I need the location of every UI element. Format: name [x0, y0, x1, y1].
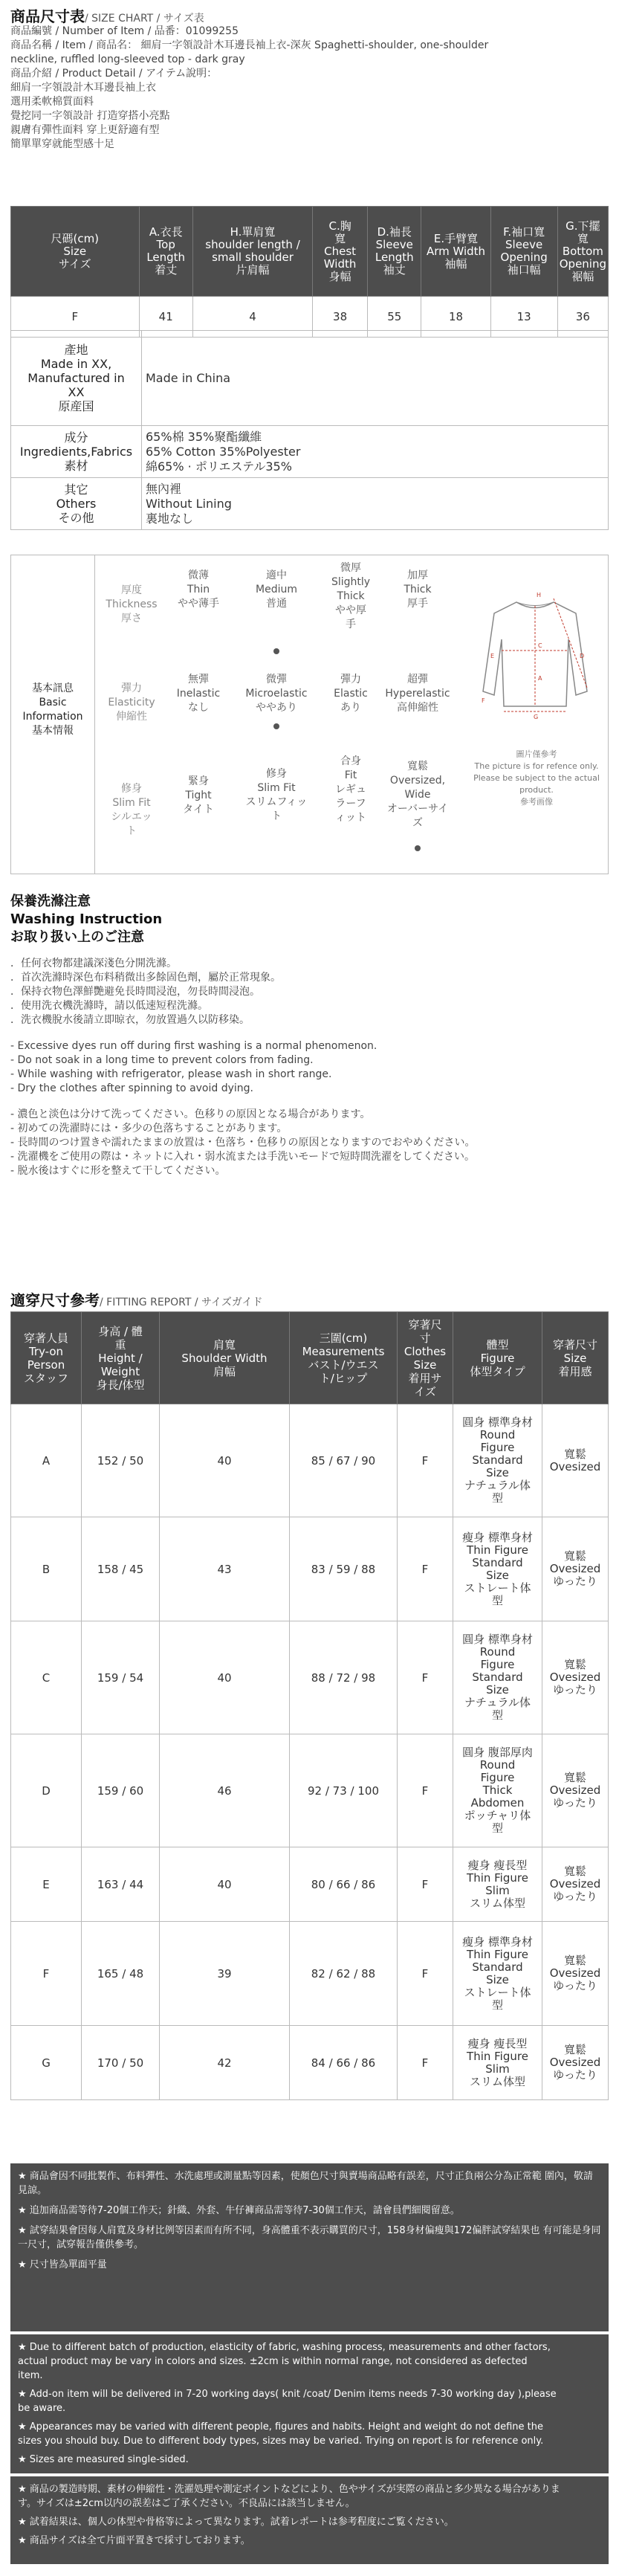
basic-info-panel [10, 555, 609, 874]
height-weight-cell: 152 / 50 [82, 1404, 160, 1517]
note-line: item. [18, 2370, 43, 2381]
washing-instructions [10, 893, 609, 1287]
fitting-heading [10, 1288, 262, 1310]
fit-size-header: 穿著尺寸 Size 着用感 [542, 1312, 609, 1404]
size-chart-heading [10, 4, 204, 26]
ingredients-row [11, 426, 609, 478]
measurements-cell: 84 / 66 / 86 [290, 2026, 398, 2100]
shoulder-cell: 40 [160, 1621, 290, 1734]
washing-title-ja: お取り扱い上のご注意 [10, 929, 144, 945]
note-line: sizes you should buy. Due to different body types, sizes may be varied. Trying on report is for reference only. [18, 2435, 544, 2447]
washing-ja: - 洗濯機をご使用の際は・ネットに入れ・弱水流または手洗いモードで短時間洗濯をしてください。 [10, 1151, 475, 1163]
washing-zh: ．首次洗滌時深色布料稍微出多餘固色劑，屬於正常現象。 [10, 972, 281, 984]
figure-cell: 圓身 腹部厚肉 Round Figure Thick Abdomen ポッチャリ体 型 [453, 1734, 542, 1847]
size-chart-header-row [11, 207, 609, 297]
washing-en: - While washing with refrigerator, please wash in short range. [10, 1068, 332, 1080]
info-line: 親膚有彈性面料 穿上更舒適有型 [10, 124, 160, 136]
shoulder-cell: 46 [160, 1734, 290, 1847]
caption-line: 圖片僅參考 [516, 749, 557, 759]
person-cell: C [11, 1621, 82, 1734]
size-cell: F [11, 297, 140, 338]
fitting-row [11, 1517, 609, 1621]
measurements-cell: 85 / 67 / 90 [290, 1404, 398, 1517]
fitting-title-sub: / FITTING REPORT / サイズガイド [100, 1297, 263, 1308]
elasticity-option: 無彈 Inelastic なし [176, 674, 221, 714]
fitting-title: 適穿尺寸參考 [10, 1291, 100, 1309]
svg-text:G: G [534, 714, 539, 720]
person-cell: B [11, 1517, 82, 1621]
top-length-header: A.衣長 Top Length 着丈 [139, 207, 192, 297]
fit-option: 緊身 Tight タイト [183, 775, 214, 816]
origin-row [11, 331, 609, 426]
other-zh: 無內裡 [146, 481, 182, 496]
thickness-option: 微厚 Slightly Thick やや厚 手 [331, 562, 371, 630]
thickness-selected-dot [273, 648, 279, 654]
shoulder-cell: 43 [160, 1517, 290, 1621]
fitting-row [11, 1734, 609, 1847]
washing-en: - Dry the clothes after spinning to avoid dying. [10, 1082, 253, 1094]
figure-header: 體型 Figure 体型タイプ [453, 1312, 542, 1404]
note-line: ★ 商品サイズは全て片面平置きで採寸しております。 [18, 2535, 250, 2546]
washing-ja: - 脱水後はすぐに形を整えて干してください。 [10, 1165, 226, 1177]
svg-text:F: F [482, 697, 485, 704]
clothes-size-header: 穿著尺 寸 Clothes Size 着用サ イズ [398, 1312, 453, 1404]
ingredients-ja: 綿65% · ポリエステル35% [146, 459, 292, 474]
fit-cell: 寬鬆 Ovesized ゆったり [542, 1517, 609, 1621]
size-cell: F [398, 1621, 453, 1734]
washing-title-zh: 保養洗滌注意 [10, 894, 91, 909]
shoulder-header: H.單肩寬 shoulder length / small shoulder 片肩幅 [192, 207, 312, 297]
fitting-row [11, 1621, 609, 1734]
note-line: ★ 試着結果は、個人の体型や骨格等によって異なります。試着レポートは参考程度にご覧ください。 [18, 2517, 454, 2528]
note-line: ★ 試穿結果會因每人肩寬及身材比例等因素而有所不同，身高體重不表示購買的尺寸，158身材偏瘦與172偏胖試穿結果也 有可能是身同一尺寸，試穿報告僅供參考。 [18, 2225, 601, 2250]
fit-option: 修身 Slim Fit スリムフィッ ト [245, 768, 308, 822]
shoulder-cell: 42 [160, 2026, 290, 2100]
bottom-opening-header: G.下擺 寬 Bottom Opening 裾幅 [557, 207, 608, 297]
caption-line: Please be subject to the actual [473, 773, 600, 783]
basic-info-label: 基本訊息 Basic Information 基本情報 [22, 682, 83, 737]
info-line: 簡單單穿就能型感十足 [10, 138, 114, 150]
measurements-cell: 80 / 66 / 86 [290, 1847, 398, 1922]
svg-text:A: A [538, 675, 542, 682]
figure-cell: 瘦身 瘦長型 Thin Figure Slim スリム体型 [453, 2026, 542, 2100]
fit-option: 寬鬆 Oversized, Wide オーバーサイ ズ [386, 761, 449, 829]
arm-width-header: E.手臂寬 Arm Width 袖幅 [421, 207, 490, 297]
measurements-cell: 88 / 72 / 98 [290, 1621, 398, 1734]
size-cell: F [398, 1922, 453, 2026]
height-weight-cell: 163 / 44 [82, 1847, 160, 1922]
notes-zh [10, 2163, 609, 2331]
size-chart-title: 商品尺寸表 [10, 7, 85, 25]
measurements-cell: 92 / 73 / 100 [290, 1734, 398, 1847]
other-en: Without Lining [146, 496, 232, 511]
height-weight-cell: 159 / 54 [82, 1621, 160, 1734]
shoulder-cell: 40 [160, 1404, 290, 1517]
origin-value: Made in China [142, 331, 609, 426]
size-cell: 36 [557, 297, 608, 338]
person-cell: F [11, 1922, 82, 2026]
fit-cell: 寬鬆 Ovesized ゆったり [542, 1734, 609, 1847]
other-ja: 裏地なし [146, 511, 194, 526]
size-chart-title-sub: / SIZE CHART / サイズ表 [85, 13, 204, 25]
note-line: ★ 追加商品需等待7-20個工作天；針織、外套、牛仔褲商品需等待7-30個工作天，請會員們細閱留意。 [18, 2205, 460, 2216]
person-cell: D [11, 1734, 82, 1847]
person-cell: A [11, 1404, 82, 1517]
svg-text:C: C [538, 642, 542, 649]
shoulder-cell: 39 [160, 1922, 290, 2026]
washing-en: - Excessive dyes run off during first washing is a normal phenomenon. [10, 1040, 377, 1052]
figure-cell: 瘦身 瘦長型 Thin Figure Slim スリム体型 [453, 1847, 542, 1922]
info-line: 細肩一字領設計木耳邊長袖上衣 [10, 82, 156, 94]
note-line: actual product may be vary in colors and sizes. ±2cm is within normal range, not considered as defected [18, 2356, 528, 2367]
info-line: 覺挖同一字領設計 打造穿搭小亮點 [10, 110, 170, 122]
fit-cell: 寬鬆 Ovesized ゆったり [542, 1847, 609, 1922]
figure-cell: 瘦身 標準身材 Thin Figure Standard Size ストレート体 型 [453, 1922, 542, 2026]
size-cell: 41 [139, 297, 192, 338]
figure-cell: 圓身 標準身材 Round Figure Standard Size ナチュラル体 型 [453, 1404, 542, 1517]
washing-zh: ．使用洗衣機洗滌時，請以低速短程洗滌。 [10, 1000, 208, 1012]
note-line: ★ Due to different batch of production, elasticity of fabric, washing process, measurements and other factors, [18, 2342, 551, 2353]
size-cell: F [398, 2026, 453, 2100]
height-weight-cell: 165 / 48 [82, 1922, 160, 2026]
note-line: ★ Appearances may be varied with different people, figures and habits. Height and weight do not define the [18, 2421, 543, 2433]
product-info [10, 25, 609, 152]
measurements-cell: 82 / 62 / 88 [290, 1922, 398, 2026]
washing-ja: - 濃色と淡色は分けて洗ってください。色移りの原因となる場合があります。 [10, 1108, 371, 1120]
info-line: 選用柔軟棉質面料 [10, 96, 94, 108]
svg-text:E: E [490, 653, 495, 659]
note-line: ★ Add-on item will be delivered in 7-20 working days( knit /coat/ Denim items needs 7-30 working day ),please [18, 2389, 557, 2400]
person-cell: G [11, 2026, 82, 2100]
note-line: be aware. [18, 2403, 66, 2414]
washing-ja: - 長時間のつけ置きや濡れたままの放置は・色落ち・色移りの原因となりますのでおやめください。 [10, 1137, 476, 1149]
fit-cell: 寬鬆 Ovesized ゆったり [542, 2026, 609, 2100]
figure-cell: 圓身 標準身材 Round Figure Standard Size ナチュラル体 型 [453, 1621, 542, 1734]
height-weight-cell: 170 / 50 [82, 2026, 160, 2100]
image-caption [466, 749, 607, 808]
washing-ja: - 初めての洗濯時には・多少の色落ちすることがあります。 [10, 1123, 288, 1134]
size-cell: F [398, 1404, 453, 1517]
note-line: す。サイズは±2cm以内の誤差はご了承ください。不良品には該当しません。 [18, 2498, 355, 2509]
size-chart-table [10, 206, 609, 338]
fit-cell: 寬鬆 Ovesized ゆったり [542, 1922, 609, 2026]
info-line: 商品介紹 / Product Detail / アイテム說明： [10, 68, 218, 80]
shoulder-cell: 40 [160, 1847, 290, 1922]
info-line: neckline, ruffled long-sleeved top - dark gray [10, 54, 245, 65]
fit-cell: 寬鬆 Ovesized ゆったり [542, 1621, 609, 1734]
washing-title-en: Washing Instruction [10, 911, 163, 927]
chest-header: C.胸 寬 Chest Width 身幅 [313, 207, 368, 297]
washing-en: - Do not soak in a long time to prevent colors from fading. [10, 1054, 314, 1066]
height-weight-cell: 159 / 60 [82, 1734, 160, 1847]
elasticity-option: 彈力 Elastic あり [334, 674, 368, 714]
fitting-row [11, 1847, 609, 1922]
garment-diagram-icon [476, 584, 594, 721]
elasticity-label: 彈力 Elasticity 伸縮性 [108, 682, 155, 723]
measurements-cell: 83 / 59 / 88 [290, 1517, 398, 1621]
person-cell: E [11, 1847, 82, 1922]
ingredients-label: 成分 Ingredients,Fabrics 素材 [11, 426, 142, 478]
size-cell: 38 [313, 297, 368, 338]
shoulder-width-header: 肩寬 Shoulder Width 肩幅 [160, 1312, 290, 1404]
notes-ja [10, 2476, 609, 2564]
size-cell: F [398, 1847, 453, 1922]
other-row [11, 478, 609, 530]
sleeve-opening-header: F.袖口寬 Sleeve Opening 袖口幅 [490, 207, 557, 297]
person-header: 穿著人員 Try-on Person スタッフ [11, 1312, 82, 1404]
washing-zh: ．任何衣物都建議深淺色分開洗滌。 [10, 958, 177, 969]
thickness-option: 微薄 Thin やや薄手 [178, 569, 219, 610]
height-weight-header: 身高 / 體 重 Height / Weight 身長/体型 [82, 1312, 160, 1404]
fitting-table [10, 1311, 609, 2100]
washing-zh: ．保持衣物色澤鮮艷避免長時間浸泡，勿長時間浸泡。 [10, 986, 260, 998]
origin-label: 產地 Made in XX, Manufactured in XX 原産国 [11, 331, 142, 426]
thickness-option: 加厚 Thick 厚手 [404, 569, 432, 610]
fitting-header-row [11, 1312, 609, 1404]
note-line: ★ Sizes are measured single-sided. [18, 2454, 189, 2465]
fit-selected-dot [415, 845, 421, 851]
other-label: 其它 Others その他 [11, 478, 142, 530]
note-line: ★ 尺寸皆為單面平量 [18, 2259, 107, 2270]
svg-text:H: H [537, 592, 542, 598]
size-cell: 55 [368, 297, 421, 338]
figure-cell: 瘦身 標準身材 Thin Figure Standard Size ストレート体 型 [453, 1517, 542, 1621]
height-weight-cell: 158 / 45 [82, 1517, 160, 1621]
washing-zh: ．洗衣機脫水後請立即晾衣，勿放置過久以防移染。 [10, 1014, 250, 1026]
material-table [10, 330, 609, 530]
elasticity-selected-dot [273, 723, 279, 729]
info-line: 商品編號 / Number of Item / 品番：01099255 [10, 25, 239, 37]
sleeve-length-header: D.袖長 Sleeve Length 袖丈 [368, 207, 421, 297]
fitting-row [11, 1922, 609, 2026]
thickness-option: 適中 Medium 普通 [256, 569, 297, 610]
elasticity-option: 超彈 Hyperelastic 高伸縮性 [385, 674, 450, 714]
note-line: ★ 商品の製造時期、素材の伸縮性・洗濯処理や測定ポイントなどにより、色やサイズが実際の商品と多少異なる場合がありま [18, 2484, 560, 2495]
other-value [142, 478, 609, 530]
fit-cell: 寬鬆 Ovesized [542, 1404, 609, 1517]
size-header: 尺碼(cm) Size サイズ [11, 207, 140, 297]
size-cell: 4 [192, 297, 312, 338]
elasticity-option: 微彈 Microelastic ややあり [245, 674, 308, 714]
size-cell: 18 [421, 297, 490, 338]
fitting-row [11, 2026, 609, 2100]
ingredients-en: 65% Cotton 35%Polyester [146, 444, 301, 459]
fit-label: 修身 Slim Fit シルエッ ト [111, 783, 152, 837]
caption-line: The picture is for refence only. [474, 761, 599, 771]
ingredients-value [142, 426, 609, 478]
thickness-label: 厚度 Thickness 厚さ [106, 584, 158, 624]
notes-en [10, 2334, 609, 2473]
info-line: 商品名稱 / Item / 商品名： 細肩一字領設計木耳邊長袖上衣-深灰 Spaghetti-shoulder, one-shoulder [10, 39, 489, 51]
svg-text:D: D [580, 653, 585, 659]
caption-line: 參考画像 [520, 797, 553, 807]
caption-line: product. [519, 785, 554, 795]
note-line: ★ 商品會因不同批製作、布料彈性、水洗處理或測量點等因素，使顏色尺寸與賣場商品略有誤差，尺寸正負兩公分為正常範 圍內，敬請見諒。 [18, 2171, 593, 2196]
size-cell: F [398, 1734, 453, 1847]
size-cell: 13 [490, 297, 557, 338]
fit-option: 合身 Fit レギュ ラーフ ィット [335, 755, 366, 824]
fitting-row [11, 1404, 609, 1517]
ingredients-zh: 65%棉 35%聚酯纖維 [146, 429, 262, 444]
size-cell: F [398, 1517, 453, 1621]
measurements-header: 三圍(cm) Measurements バスト/ウエス ト/ヒップ [290, 1312, 398, 1404]
